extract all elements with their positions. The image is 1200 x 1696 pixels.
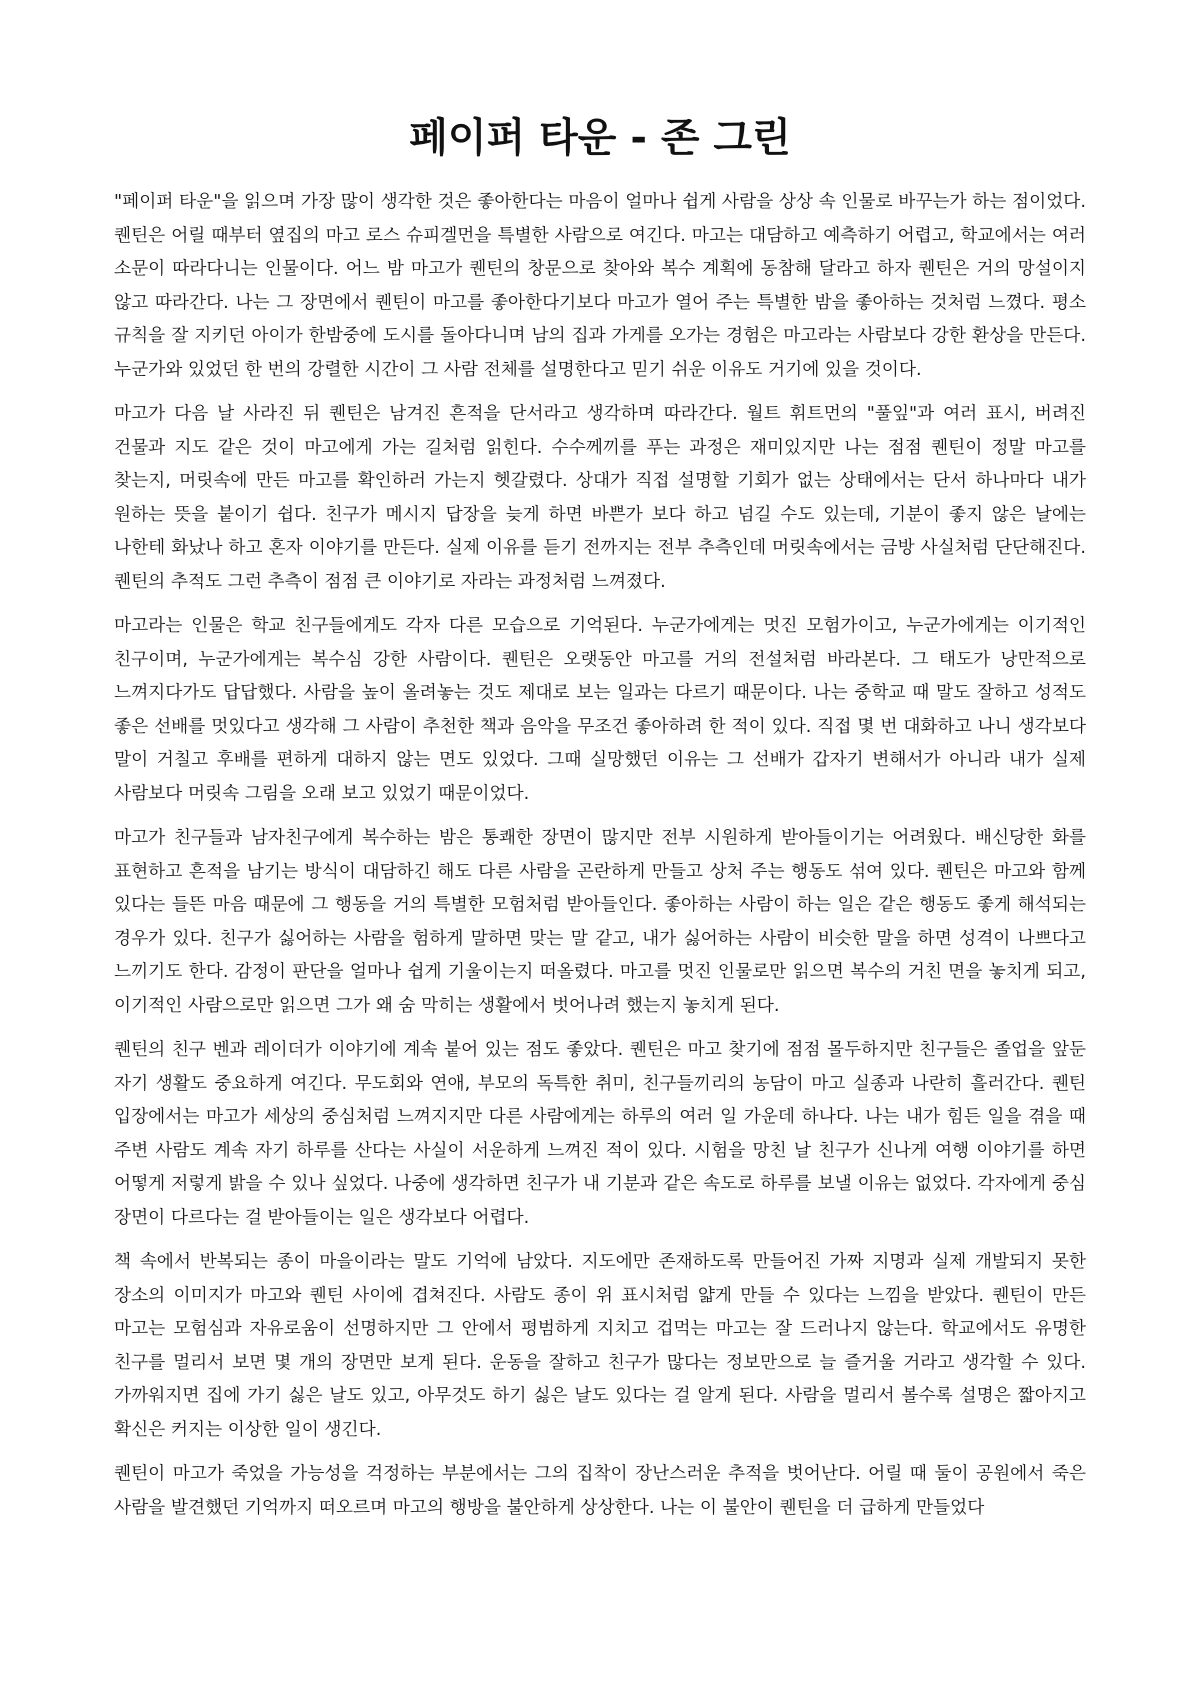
paragraph-2: 마고가 다음 날 사라진 뒤 퀜틴은 남겨진 흔적을 단서라고 생각하며 따라간다. 월트 휘트먼의 "풀잎"과 여러 표시, 버려진 건물과 지도 같은 것이 마고에게 가는 길처럼 읽힌다. 수수께끼를 푸는 과정은 재미있지만 나는 점점 퀜틴이 정말 마고를 찾는지, 머릿속에 만든 마고를 확인하러 가는지 헷갈렸다. 상대가 직접 설명할 기회가 없는 상태에서는 단서 하나마다 내가 원하는 뜻을 붙이기 쉽다. 친구가 메시지 답장을 늦게 하면 바쁜가 보다 하고 넘길 수도 있는데, 기분이 좋지 않은 날에는 나한테 화났나 하고 혼자 이야기를 만든다. 실제 이유를 듣기 전까지는 전부 추측인데 머릿속에서는 금방 사실처럼 단단해진다. 퀜틴의 추적도 그런 추측이 점점 큰 이야기로 자라는 과정처럼 느껴졌다.: [114, 404, 1086, 592]
document-body: [114, 186, 1086, 1536]
document-title: 페이퍼 타운 - 존 그린: [409, 115, 791, 161]
paragraph-5: 퀜틴의 친구 벤과 레이더가 이야기에 계속 붙어 있는 점도 좋았다. 퀜틴은 마고 찾기에 점점 몰두하지만 친구들은 졸업을 앞둔 자기 생활도 중요하게 여긴다. 무도회와 연애, 부모의 독특한 취미, 친구들끼리의 농담이 마고 실종과 나란히 흘러간다. 퀜틴 입장에서는 마고가 세상의 중심처럼 느껴지지만 다른 사람에게는 하루의 여러 일 가운데 하나다. 나는 내가 힘든 일을 겪을 때 주변 사람도 계속 자기 하루를 산다는 사실이 서운하게 느껴진 적이 있다. 시험을 망친 날 친구가 신나게 여행 이야기를 하면 어떻게 저렇게 밝을 수 있나 싶었다. 나중에 생각하면 친구가 내 기분과 같은 속도로 하루를 보낼 이유는 없었다. 각자에게 중심 장면이 다르다는 걸 받아들이는 일은 생각보다 어렵다.: [114, 1040, 1086, 1228]
paragraph-3: 마고라는 인물은 학교 친구들에게도 각자 다른 모습으로 기억된다. 누군가에게는 멋진 모험가이고, 누군가에게는 이기적인 친구이며, 누군가에게는 복수심 강한 사람이다. 퀜틴은 오랫동안 마고를 거의 전설처럼 바라본다. 그 태도가 낭만적으로 느껴지다가도 답답했다. 사람을 높이 올려놓는 것도 제대로 보는 일과는 다르기 때문이다. 나는 중학교 때 말도 잘하고 성적도 좋은 선배를 멋있다고 생각해 그 사람이 추천한 책과 음악을 무조건 좋아하려 한 적이 있다. 직접 몇 번 대화하고 나니 생각보다 말이 거칠고 후배를 편하게 대하지 않는 면도 있었다. 그때 실망했던 이유는 그 선배가 갑자기 변해서가 아니라 내가 실제 사람보다 머릿속 그림을 오래 보고 있었기 때문이었다.: [114, 616, 1086, 804]
paragraph-6: 책 속에서 반복되는 종이 마을이라는 말도 기억에 남았다. 지도에만 존재하도록 만들어진 가짜 지명과 실제 개발되지 못한 장소의 이미지가 마고와 퀜틴 사이에 겹쳐진다. 사람도 종이 위 표시처럼 얇게 만들 수 있다는 느낌을 받았다. 퀜틴이 만든 마고는 모험심과 자유로움이 선명하지만 그 안에서 평범하게 지치고 겁먹는 마고는 잘 드러나지 않는다. 학교에서도 유명한 친구를 멀리서 보면 몇 개의 장면만 보게 된다. 운동을 잘하고 친구가 많다는 정보만으로 늘 즐거울 거라고 생각할 수 있다. 가까워지면 집에 가기 싫은 날도 있고, 아무것도 하기 싫은 날도 있다는 걸 알게 된다. 사람을 멀리서 볼수록 설명은 짧아지고 확신은 커지는 이상한 일이 생긴다.: [114, 1252, 1086, 1440]
paragraph-1: "페이퍼 타운"을 읽으며 가장 많이 생각한 것은 좋아한다는 마음이 얼마나 쉽게 사람을 상상 속 인물로 바꾸는가 하는 점이었다. 퀜틴은 어릴 때부터 옆집의 마고 로스 슈피겔먼을 특별한 사람으로 여긴다. 마고는 대담하고 예측하기 어렵고, 학교에서는 여러 소문이 따라다니는 인물이다. 어느 밤 마고가 퀜틴의 창문으로 찾아와 복수 계획에 동참해 달라고 하자 퀜틴은 거의 망설이지 않고 따라간다. 나는 그 장면에서 퀜틴이 마고를 좋아한다기보다 마고가 열어 주는 특별한 밤을 좋아하는 것처럼 느꼈다. 평소 규칙을 잘 지키던 아이가 한밤중에 도시를 돌아다니며 남의 집과 가게를 오가는 경험은 마고라는 사람보다 강한 환상을 만든다. 누군가와 있었던 한 번의 강렬한 시간이 그 사람 전체를 설명한다고 믿기 쉬운 이유도 거기에 있을 것이다.: [114, 192, 1086, 380]
paragraph-4: 마고가 친구들과 남자친구에게 복수하는 밤은 통쾌한 장면이 많지만 전부 시원하게 받아들이기는 어려웠다. 배신당한 화를 표현하고 흔적을 남기는 방식이 대담하긴 해도 다른 사람을 곤란하게 만들고 상처 주는 행동도 섞여 있다. 퀜틴은 마고와 함께 있다는 들뜬 마음 때문에 그 행동을 거의 특별한 모험처럼 받아들인다. 좋아하는 사람이 하는 일은 같은 행동도 좋게 해석되는 경우가 있다. 친구가 싫어하는 사람을 험하게 말하면 맞는 말 같고, 내가 싫어하는 사람이 비슷한 말을 하면 성격이 나쁘다고 느끼기도 한다. 감정이 판단을 얼마나 쉽게 기울이는지 떠올렸다. 마고를 멋진 인물로만 읽으면 복수의 거친 면을 놓치게 되고, 이기적인 사람으로만 읽으면 그가 왜 숨 막히는 생활에서 벗어나려 했는지 놓치게 된다.: [114, 828, 1086, 1016]
paragraph-7: 퀜틴이 마고가 죽었을 가능성을 걱정하는 부분에서는 그의 집착이 장난스러운 추적을 벗어난다. 어릴 때 둘이 공원에서 죽은 사람을 발견했던 기억까지 떠오르며 마고의 행방을 불안하게 상상한다. 나는 이 불안이 퀜틴을 더 급하게 만들었다: [114, 1464, 1086, 1518]
